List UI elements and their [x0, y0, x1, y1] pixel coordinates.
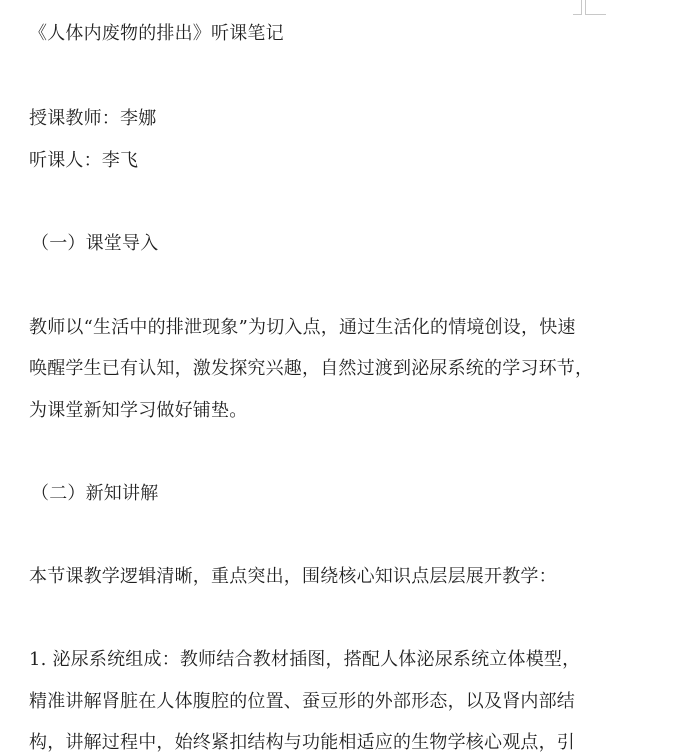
page-corner-mark: [585, 0, 606, 15]
paragraph-line: 1. 泌尿系统组成：教师结合教材插图，搭配人体泌尿系统立体模型，: [29, 649, 581, 670]
section-heading: （二）新知讲解: [31, 483, 159, 504]
paragraph-line: 唤醒学生已有认知，激发探究兴趣，自然过渡到泌尿系统的学习环节，: [29, 358, 594, 379]
teacher-line: 授课教师：李娜: [29, 108, 157, 129]
listener-line: 听课人：李飞: [29, 150, 139, 171]
paragraph-line: 构，讲解过程中，始终紧扣结构与功能相适应的生物学核心观点，引: [29, 732, 575, 753]
section-heading: （一）课堂导入: [31, 233, 159, 254]
page-corner-mark: [573, 0, 582, 15]
paragraph-line: 本节课教学逻辑清晰，重点突出，围绕核心知识点层层展开教学：: [29, 566, 557, 587]
document-title: 《人体内废物的排出》听课笔记: [29, 23, 284, 44]
paragraph-line: 精准讲解肾脏在人体腹腔的位置、蚕豆形的外部形态，以及肾内部结: [29, 691, 575, 712]
paragraph-line: 教师以“生活中的排泄现象”为切入点，通过生活化的情境创设，快速: [29, 317, 576, 338]
paragraph-line: 为课堂新知学习做好铺垫。: [29, 400, 248, 421]
